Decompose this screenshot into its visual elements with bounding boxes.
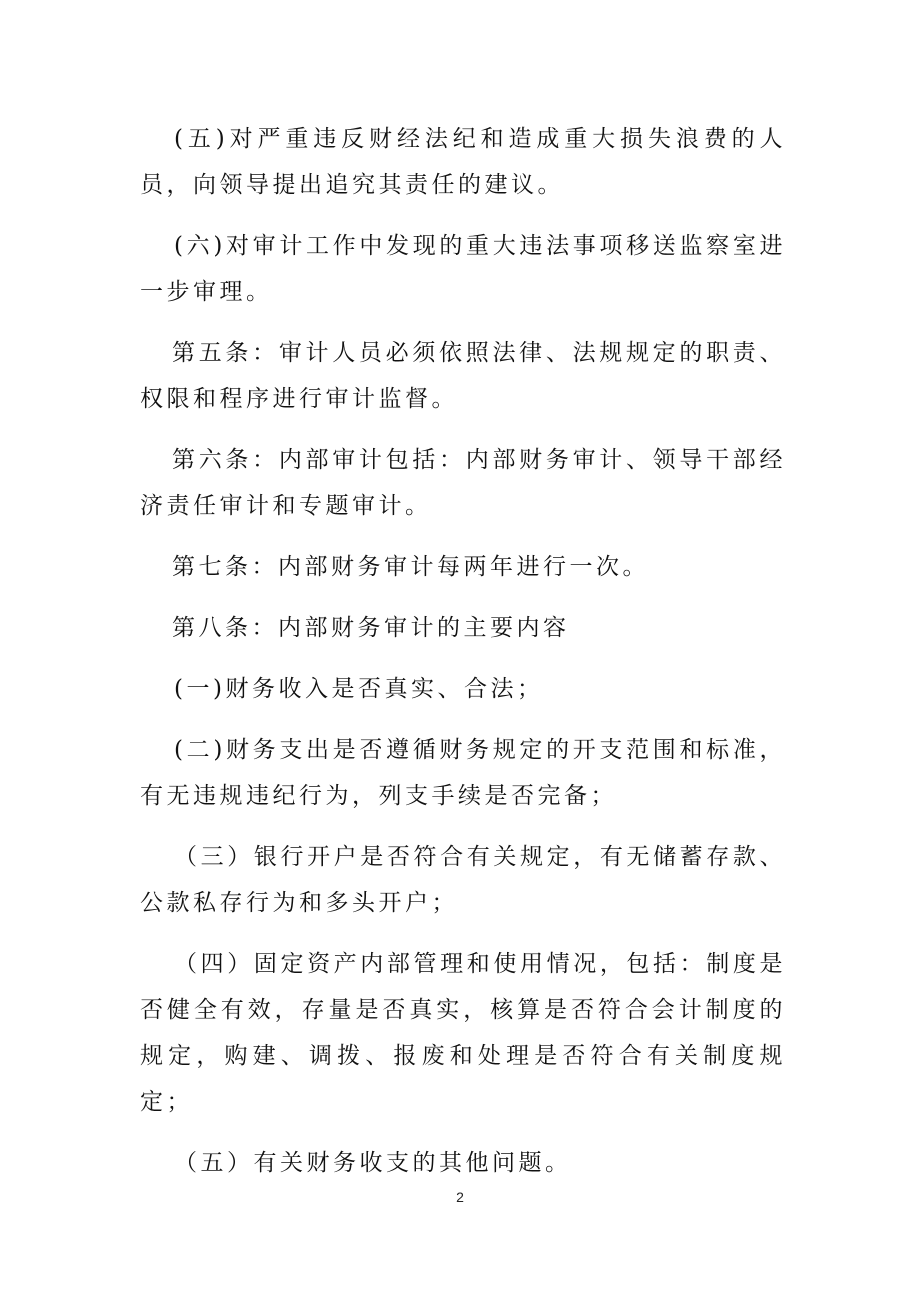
paragraph-item-5-other: （五）有关财务收支的其他问题。 xyxy=(174,1150,572,1176)
paragraph-item-5-accountability: (五)对严重违反财经法纪和造成重大损失浪费的人员，向领导提出追究其责任的建议。 xyxy=(140,126,786,198)
paragraph-item-3-bank-accounts: （三）银行开户是否符合有关规定，有无储蓄存款、公款私存行为和多头开户； xyxy=(140,844,786,916)
paragraph-item-6-referral: (六)对审计工作中发现的重大违法事项移送监察室进一步审理。 xyxy=(140,233,786,305)
paragraph-item-4-fixed-assets: （四）固定资产内部管理和使用情况，包括：制度是否健全有效，存量是否真实，核算是否符合会计制度的规定，购建、调拨、报废和处理是否符合有关制度规定； xyxy=(140,951,786,1115)
paragraph-article-5: 第五条：审计人员必须依照法律、法规规定的职责、权限和程序进行审计监督。 xyxy=(140,340,786,412)
paragraph-item-1-income: (一)财务收入是否真实、合法； xyxy=(174,676,544,702)
page-number: 2 xyxy=(456,1189,464,1205)
paragraph-article-6: 第六条：内部审计包括：内部财务审计、领导干部经济责任审计和专题审计。 xyxy=(140,447,786,519)
document-body xyxy=(140,116,786,1201)
paragraph-article-8: 第八条：内部财务审计的主要内容 xyxy=(172,615,570,641)
paragraph-article-7: 第七条：内部财务审计每两年进行一次。 xyxy=(172,554,649,580)
paragraph-item-2-expenditure: (二)财务支出是否遵循财务规定的开支范围和标准，有无违规违纪行为，列支手续是否完备； xyxy=(140,737,786,809)
